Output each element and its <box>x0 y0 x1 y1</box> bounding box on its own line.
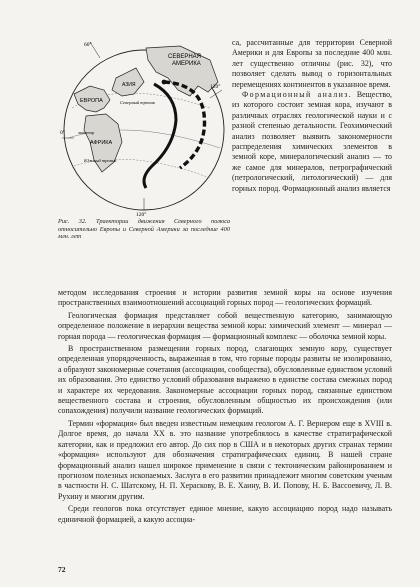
europe-label: ЕВРОПА <box>80 98 103 104</box>
angle-60-label: 60° <box>84 42 92 48</box>
meridian-120-right <box>210 90 222 98</box>
angle-0-label: 0° <box>60 130 65 136</box>
right-col-paragraph-1: са, рассчитанные для территории Северной Америки и для Европы за последние 400 млн. лет существенно отличны (рис. 32), что позволяет сделать вывод о горизонтальных перемещениях континентов в указанное время. <box>232 38 392 89</box>
equator-label: экватор <box>78 130 95 135</box>
north-america-label-line1: СЕВЕРНАЯ <box>168 54 202 60</box>
polar-projection-map <box>60 38 228 216</box>
paragraph-4: Термин «формация» был введен известным немецким геологом А. Г. Вернером еще в XVIII в. Долгое время, до начала XX в. это название употреблялось в качестве стратиграфической категории, как и предложил его автор. До сих пор в США и в некоторых других странах термин «формация» используют для обозначения стратиграфических единиц. В нашей стране формационный анализ нашел широкое применение в связи с тектоническим районированием и прогнозом полезных ископаемых. Заслуга в его развитии принадлежит многим советским ученым в частности Н. С. Шатскому, Н. П. Хераскову, В. Е. Хаину, В. И. Попову, Н. Б. Вассоевичу, Л. В. Рухину и многим другим. <box>58 418 392 501</box>
north-america-label-line2: АМЕРИКА <box>172 61 201 67</box>
paragraph-2: Геологическая формация представляет собой вещественную категорию, занимающую определенное положение в иерархии вещества земной коры: химический элемент — минерал — горная порода — геологическая формация — формационный комплекс — оболочка земной коры. <box>58 310 392 341</box>
pole-start-marker <box>162 80 167 85</box>
paragraph-3: В пространственном размещении горных пород, слагающих земную кору, существует определенная упорядоченность, выраженная в том, что горные породы развиты не изолированно, а образуют закономерные сочетания (ассоциации, сообщества), обусловленные единством условий их образования. Это единство условий образования выражено в единстве состава смежных пород и характере их чередования. Закономерные ассоциации горных пород, связанные единством вещественного состава и строения, обусловленным общностью их происхождения (или сопахождения) получили название геологических формаций. <box>58 344 392 416</box>
paragraph-1: методом исследования строения и истории развития земной коры на основе изучения пространственных взаимоотношений ассоциаций горных пород — геологических формаций. <box>58 288 392 308</box>
paragraph-5: Среди геологов пока отсутствует единое мнение, какую ассоциацию пород надо называть единичной формацией, а какую ассоциа- <box>58 504 392 524</box>
tropic-north-label: Северный тропик <box>120 100 155 105</box>
right-col-paragraph-2-text: Вещество, из которого состоит земная кора, изучают в различных отраслях геологической науки и с разной степенью детальности. Геохимический анализ позволяет выявить закономерности распределения химических элементов в земной коре, минералогический анализ — то же самое для минералов, петрографический (петрологический, литологический) — для горных пород. Формационный анализ является <box>232 90 392 193</box>
north-america-pole-path <box>164 82 205 168</box>
angle-120-right-label: 120° <box>210 84 221 90</box>
angle-120-bottom-label: 120° <box>136 212 147 216</box>
asia-label: АЗИЯ <box>122 82 136 88</box>
page-number: 72 <box>58 565 66 574</box>
figure-caption: Рис. 32. Траектории движения Северного полюса относительно Европы и Северной Америки за последние 400 млн. лет <box>58 218 230 241</box>
polar-wander-figure <box>60 38 228 216</box>
right-col-paragraph-2 <box>232 90 392 194</box>
section-heading: Формационный анализ. <box>242 90 353 100</box>
north-america-label <box>168 54 203 67</box>
full-width-text <box>58 288 392 527</box>
tropic-south-label: Южный тропик <box>84 158 117 163</box>
africa-label: АФРИКА <box>90 140 113 146</box>
right-column-text <box>232 38 392 194</box>
